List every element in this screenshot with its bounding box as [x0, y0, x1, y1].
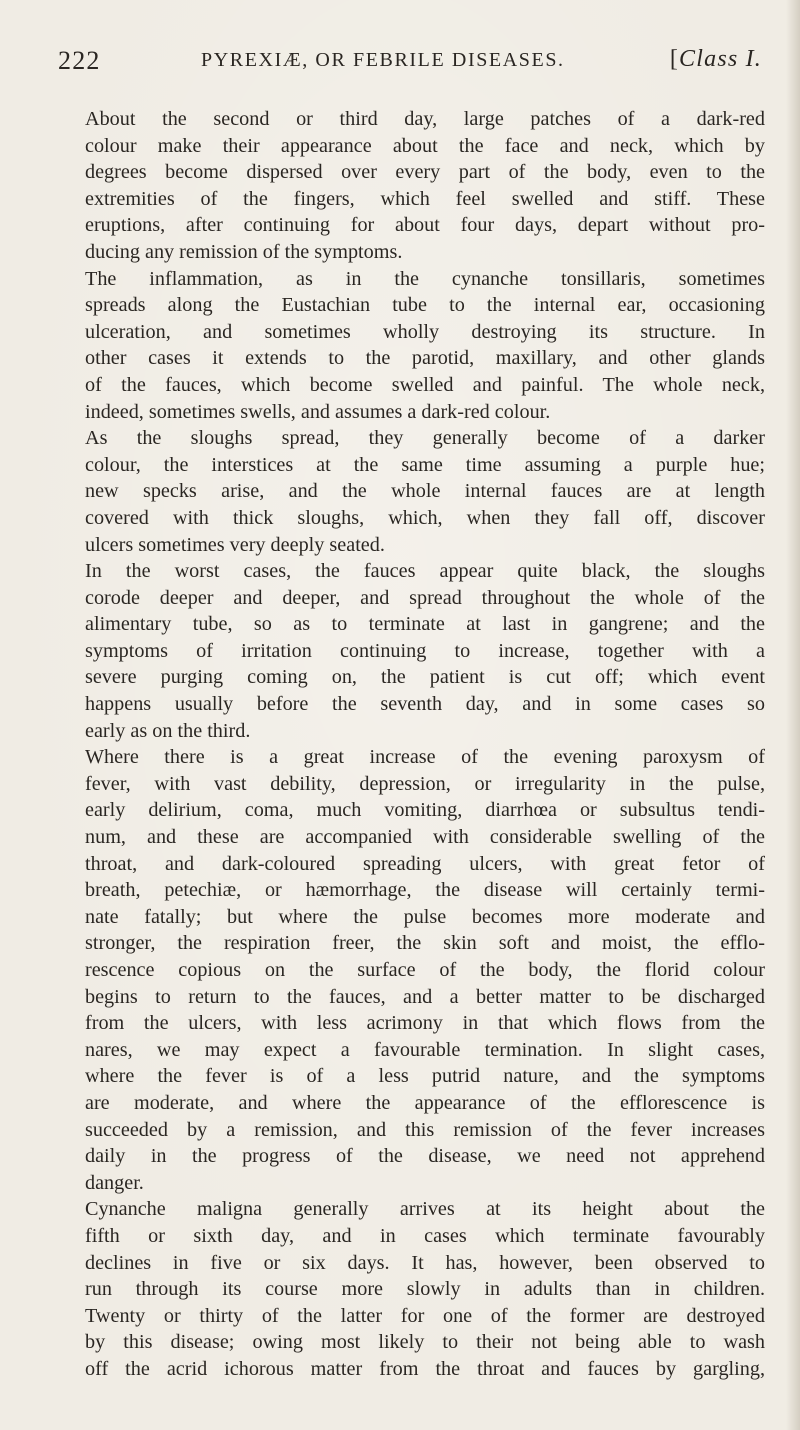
text-line: breath, petechiæ, or hæmorrhage, the disease will certainly termi-: [85, 879, 765, 902]
text-line: by this disease; owing most likely to their not being able to wash: [85, 1331, 765, 1354]
text-line: Twenty or thirty of the latter for one of the former are destroyed: [85, 1304, 765, 1327]
text-line: Where there is a great increase of the evening paroxysm of: [85, 746, 765, 769]
text-line: spreads along the Eustachian tube to the internal ear, occasioning: [85, 294, 765, 317]
text-line: happens usually before the seventh day, and in some cases so: [85, 693, 765, 716]
text-line: succeeded by a remission, and this remission of the fever increases: [85, 1118, 765, 1141]
text-line: About the second or third day, large patches of a dark-red: [85, 108, 765, 130]
running-title: PYREXIÆ, OR FEBRILE DISEASES.: [201, 49, 565, 71]
text-line: are moderate, and where the appearance of the efflorescence is: [85, 1091, 765, 1114]
running-head: [58, 46, 768, 86]
text-line: new specks arise, and the whole internal fauces are at length: [85, 480, 765, 503]
text-line: colour, the interstices at the same time assuming a purple hue;: [85, 453, 765, 476]
text-line: colour make their appearance about the face and neck, which by: [85, 134, 765, 157]
text-line: nares, we may expect a favourable termination. In slight cases,: [85, 1038, 765, 1061]
body-text: [85, 106, 765, 1383]
text-line: ducing any remission of the symptoms.: [85, 240, 403, 263]
text-line: ulceration, and sometimes wholly destroying its structure. In: [85, 320, 765, 343]
text-line: where the fever is of a less putrid nature, and the symptoms: [85, 1065, 765, 1088]
text-line: In the worst cases, the fauces appear quite black, the sloughs: [85, 560, 765, 583]
text-line: rescence copious on the surface of the body, the florid colour: [85, 959, 765, 981]
text-line: danger.: [85, 1171, 144, 1194]
text-line: other cases it extends to the parotid, maxillary, and other glands: [85, 347, 765, 370]
text-line: degrees become dispersed over every part of the body, even to the: [85, 161, 765, 184]
text-line: covered with thick sloughs, which, when they fall off, discover: [85, 506, 765, 529]
class-text: Class I.: [679, 46, 762, 72]
text-line: Cynanche maligna generally arrives at its height about the: [85, 1198, 765, 1221]
text-line: As the sloughs spread, they generally become of a darker: [85, 427, 765, 450]
text-line: of the fauces, which become swelled and painful. The whole neck,: [85, 373, 765, 396]
text-line: extremities of the fingers, which feel swelled and stiff. These: [85, 187, 765, 210]
class-bracket: [: [669, 46, 680, 72]
text-line: corode deeper and deeper, and spread throughout the whole of the: [85, 586, 765, 609]
text-line: throat, and dark-coloured spreading ulcers, with great fetor of: [85, 852, 765, 875]
text-line: symptoms of irritation continuing to increase, together with a: [85, 639, 765, 662]
text-line: indeed, sometimes swells, and assumes a dark-red colour.: [85, 400, 551, 423]
text-line: nate fatally; but where the pulse becomes more moderate and: [85, 905, 765, 928]
text-line: early delirium, coma, much vomiting, diarrhœa or subsultus tendi-: [85, 799, 765, 822]
class-label: [670, 46, 762, 73]
text-line: declines in five or six days. It has, however, been observed to: [85, 1251, 765, 1274]
text-line: run through its course more slowly in adults than in children.: [85, 1278, 765, 1301]
page-edge-shadow: [786, 0, 800, 1430]
text-line: stronger, the respiration freer, the skin soft and moist, the efflo-: [85, 932, 765, 955]
text-line: alimentary tube, so as to terminate at last in gangrene; and the: [85, 613, 765, 636]
text-line: from the ulcers, with less acrimony in that which flows from the: [85, 1012, 765, 1035]
text-line: begins to return to the fauces, and a better matter to be discharged: [85, 985, 765, 1008]
text-line: off the acrid ichorous matter from the throat and fauces by gargling,: [85, 1357, 765, 1380]
text-line: fever, with vast debility, depression, or irregularity in the pulse,: [85, 772, 765, 795]
text-line: fifth or sixth day, and in cases which terminate favourably: [85, 1224, 765, 1247]
text-line: early as on the third.: [85, 719, 251, 742]
page-number: 222: [58, 46, 101, 75]
text-line: eruptions, after continuing for about four days, depart without pro-: [85, 214, 765, 237]
text-line: num, and these are accompanied with considerable swelling of the: [85, 826, 765, 849]
text-line: ulcers sometimes very deeply seated.: [85, 533, 385, 556]
text-line: daily in the progress of the disease, we need not apprehend: [85, 1145, 765, 1168]
text-line: The inflammation, as in the cynanche tonsillaris, sometimes: [85, 267, 765, 290]
text-line: severe purging coming on, the patient is cut off; which event: [85, 666, 765, 689]
